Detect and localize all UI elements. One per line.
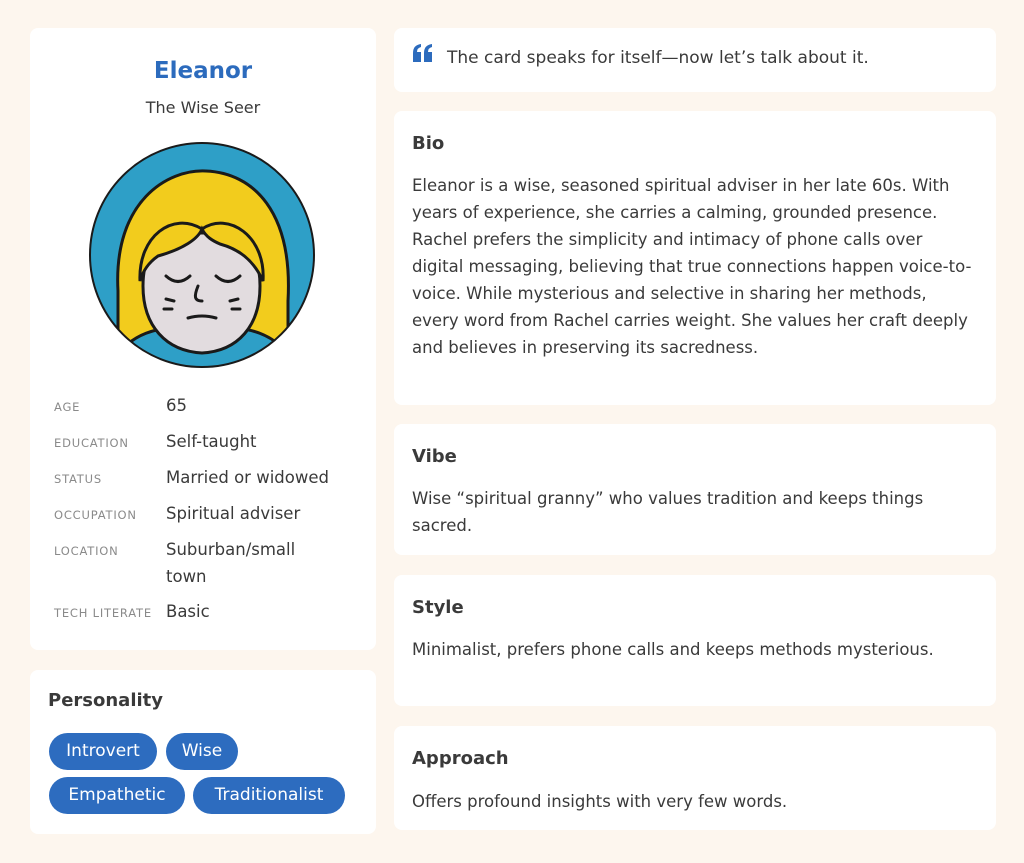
detail-label: LOCATION: [54, 544, 119, 558]
avatar: [88, 141, 316, 369]
profile-card: [30, 28, 376, 650]
detail-label: STATUS: [54, 472, 102, 486]
trait-pill-wise: Wise: [166, 733, 238, 770]
bio-title: Bio: [412, 133, 445, 154]
bio-text: Eleanor is a wise, seasoned spiritual adviser in her late 60s. With years of experience, she carries a calming, grounded presence. Rachel prefers the simplicity and intimacy of phone calls over digital messaging, believing that true connections happen voice-to-voice. While mysterious and selective in sharing her methods, every word from Rachel carries weight. She values her craft deeply and believes in preserving its sacredness.: [412, 176, 972, 357]
vibe-text: Wise “spiritual granny” who values tradition and keeps things sacred.: [412, 489, 924, 535]
style-card: [394, 575, 996, 706]
detail-value: Suburban/small town: [166, 540, 296, 586]
bio-card: [394, 111, 996, 405]
vibe-title: Vibe: [412, 446, 457, 467]
detail-label: OCCUPATION: [54, 508, 137, 522]
detail-label: TECH LITERATE: [54, 606, 152, 620]
style-text: Minimalist, prefers phone calls and keeps methods mysterious.: [412, 640, 934, 659]
trait-pill-empathetic: Empathetic: [49, 777, 185, 814]
detail-value: Basic: [166, 602, 210, 621]
style-title: Style: [412, 597, 464, 618]
approach-card: [394, 726, 996, 830]
quote-text: The card speaks for itself—now let’s talk about it.: [447, 48, 869, 68]
quote-icon: [412, 42, 434, 64]
personality-title: Personality: [48, 690, 163, 711]
detail-value: Self-taught: [166, 432, 257, 451]
persona-subtitle: The Wise Seer: [145, 98, 261, 117]
vibe-card: [394, 424, 996, 555]
detail-value: 65: [166, 396, 187, 415]
persona-name: Eleanor: [153, 58, 253, 84]
detail-value: Spiritual adviser: [166, 504, 301, 523]
detail-label: AGE: [54, 400, 81, 414]
trait-pill-traditionalist: Traditionalist: [193, 777, 345, 814]
detail-label: EDUCATION: [54, 436, 129, 450]
approach-text: Offers profound insights with very few words.: [412, 792, 788, 811]
approach-title: Approach: [412, 748, 509, 769]
personality-card: [30, 670, 376, 834]
detail-value: Married or widowed: [166, 468, 329, 487]
trait-pill-introvert: Introvert: [49, 733, 157, 770]
quote-card: [394, 28, 996, 92]
